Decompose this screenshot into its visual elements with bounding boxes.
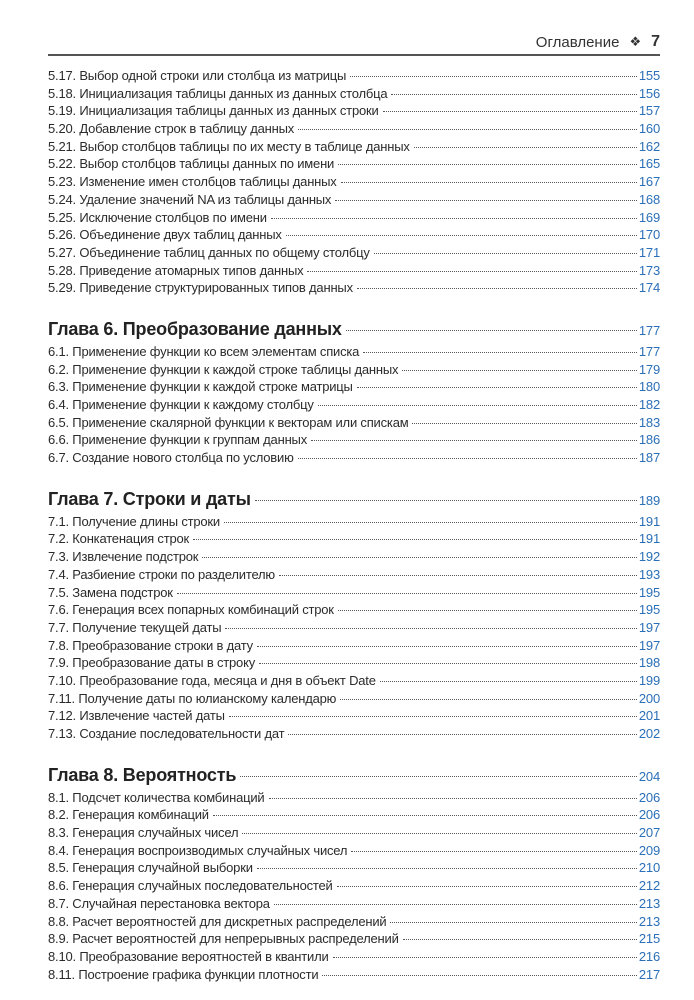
toc-entry[interactable]: [48, 637, 660, 655]
dot-leader: [229, 716, 637, 717]
toc-entry-page[interactable]: 212: [638, 878, 660, 894]
toc-entry-page[interactable]: 160: [638, 121, 660, 137]
toc-entry[interactable]: [48, 414, 660, 432]
toc-entry-page[interactable]: 155: [638, 68, 660, 83]
dot-leader: [177, 593, 637, 594]
dot-leader: [390, 922, 636, 923]
toc-entry-title: 8.6. Генерация случайных последовательностей: [48, 878, 333, 894]
toc-entry-title: 6.4. Применение функции к каждому столбцу: [48, 397, 314, 412]
toc-entry-title: 5.20. Добавление строк в таблицу данных: [48, 121, 295, 137]
dot-leader: [414, 147, 637, 148]
dot-leader: [338, 610, 637, 611]
table-of-contents: [48, 67, 660, 983]
toc-entry-page[interactable]: 206: [638, 807, 660, 823]
chapter-heading-page[interactable]: 189: [638, 492, 660, 508]
toc-entry-page[interactable]: 177: [638, 343, 660, 359]
toc-entry[interactable]: [48, 138, 660, 156]
toc-entry-page[interactable]: 170: [638, 227, 660, 243]
toc-entry-title: 8.11. Построение графика функции плотности: [48, 966, 319, 982]
toc-entry-title: 8.4. Генерация воспроизводимых случайных чисел: [48, 842, 348, 858]
toc-entry-title: 5.19. Инициализация таблицы данных из данных строки: [48, 103, 379, 119]
dot-leader: [307, 271, 637, 272]
toc-entry-title: 7.7. Получение текущей даты: [48, 619, 222, 635]
toc-entry-title: 7.9. Преобразование даты в строку: [48, 655, 256, 671]
dot-leader: [403, 939, 637, 940]
toc-entry-title: 8.10. Преобразование вероятностей в квантили: [48, 948, 329, 964]
toc-entry[interactable]: [48, 191, 660, 209]
toc-entry-title: 8.5. Генерация случайной выборки: [48, 860, 253, 876]
dot-leader: [269, 798, 637, 799]
toc-entry-page[interactable]: 157: [638, 103, 660, 119]
chapter-heading[interactable]: [48, 763, 660, 787]
toc-entry-page[interactable]: 197: [638, 619, 660, 635]
toc-entry[interactable]: [48, 67, 660, 85]
toc-entry-page[interactable]: 210: [638, 860, 660, 876]
toc-entry-page[interactable]: 215: [638, 931, 660, 947]
dot-leader: [383, 111, 637, 112]
dot-leader: [374, 253, 637, 254]
toc-entry-title: 7.1. Получение длины строки: [48, 513, 220, 529]
toc-entry-title: 7.8. Преобразование строки в дату: [48, 637, 253, 653]
dot-leader: [225, 628, 636, 629]
toc-entry-page[interactable]: 167: [638, 174, 660, 190]
dot-leader: [271, 218, 637, 219]
dot-leader: [274, 904, 637, 905]
toc-entry-page[interactable]: 165: [638, 156, 660, 172]
toc-entry-page[interactable]: 195: [638, 602, 660, 618]
toc-entry-title: 5.29. Приведение структурированных типов данных: [48, 280, 353, 296]
chapter-heading-title: Глава 7. Строки и даты: [48, 488, 251, 509]
toc-entry-page[interactable]: 202: [638, 726, 660, 741]
dot-leader: [322, 975, 636, 976]
dot-leader: [288, 734, 637, 735]
toc-entry[interactable]: [48, 707, 660, 725]
toc-entry-title: 6.2. Применение функции к каждой строке таблицы данных: [48, 361, 399, 377]
toc-entry[interactable]: [48, 672, 660, 690]
toc-entry[interactable]: [48, 789, 660, 807]
dot-leader: [193, 539, 637, 540]
toc-entry-title: 6.5. Применение скалярной функции к векторам или спискам: [48, 414, 409, 430]
toc-entry-title: 7.2. Конкатенация строк: [48, 531, 190, 547]
toc-entry-title: 5.25. Исключение столбцов по имени: [48, 209, 267, 225]
toc-entry[interactable]: [48, 378, 660, 396]
toc-entry-page[interactable]: 182: [638, 397, 660, 412]
chapter-heading-title: Глава 8. Вероятность: [48, 764, 237, 785]
dot-leader: [351, 851, 637, 852]
toc-entry-title: 8.3. Генерация случайных чисел: [48, 825, 239, 841]
toc-entry[interactable]: [48, 343, 660, 361]
dot-leader: [311, 440, 637, 441]
toc-entry[interactable]: [48, 806, 660, 824]
toc-entry[interactable]: [48, 513, 660, 531]
toc-entry-title: 7.6. Генерация всех попарных комбинаций строк: [48, 602, 334, 618]
chapter-heading[interactable]: [48, 317, 660, 341]
dot-leader: [412, 423, 636, 424]
toc-entry[interactable]: [48, 262, 660, 280]
dot-leader: [357, 387, 637, 388]
toc-entry[interactable]: [48, 244, 660, 262]
dot-leader: [335, 200, 637, 201]
dot-leader: [242, 833, 637, 834]
toc-entry-page[interactable]: 191: [638, 513, 660, 529]
toc-entry[interactable]: [48, 725, 660, 743]
toc-entry-title: 8.7. Случайная перестановка вектора: [48, 895, 270, 911]
toc-entry-page[interactable]: 198: [638, 655, 660, 671]
dot-leader: [259, 663, 637, 664]
dot-leader: [380, 681, 637, 682]
toc-entry-page[interactable]: 195: [638, 584, 660, 600]
dot-leader: [224, 522, 637, 523]
chapter-heading-page[interactable]: 177: [638, 322, 660, 338]
toc-entry-title: 5.21. Выбор столбцов таблицы по их месту в таблице данных: [48, 138, 410, 154]
toc-entry-title: 5.24. Удаление значений NA из таблицы данных: [48, 191, 332, 207]
toc-entry-page[interactable]: 216: [638, 948, 660, 964]
toc-entry-page[interactable]: 201: [638, 708, 660, 724]
dot-leader: [346, 330, 637, 331]
toc-entry-title: 8.2. Генерация комбинаций: [48, 807, 209, 823]
toc-entry[interactable]: [48, 120, 660, 138]
toc-entry-page[interactable]: 162: [638, 138, 660, 154]
toc-entry-title: 7.12. Извлечение частей даты: [48, 708, 225, 724]
toc-entry-title: 6.1. Применение функции ко всем элементам списка: [48, 343, 360, 359]
toc-entry-title: 7.4. Разбиение строки по разделителю: [48, 566, 275, 582]
toc-entry-page[interactable]: 193: [638, 566, 660, 582]
toc-entry[interactable]: [48, 226, 660, 244]
toc-entry[interactable]: [48, 948, 660, 966]
dot-leader: [255, 500, 637, 501]
toc-entry-title: 6.3. Применение функции к каждой строке матрицы: [48, 379, 353, 395]
toc-entry[interactable]: [48, 601, 660, 619]
toc-entry[interactable]: [48, 449, 660, 467]
dot-leader: [318, 405, 637, 406]
toc-entry-title: 7.10. Преобразование года, месяца и дня в объект Date: [48, 672, 376, 688]
toc-entry[interactable]: [48, 842, 660, 860]
dot-leader: [391, 94, 636, 95]
toc-entry-page[interactable]: 199: [638, 672, 660, 688]
dot-leader: [298, 129, 637, 130]
toc-entry-page[interactable]: 187: [638, 450, 660, 466]
toc-entry-page[interactable]: 179: [638, 361, 660, 377]
toc-entry[interactable]: [48, 361, 660, 379]
toc-entry-title: 8.8. Расчет вероятностей для дискретных распределений: [48, 913, 387, 929]
running-header: [48, 30, 660, 56]
dot-leader: [363, 352, 637, 353]
toc-entry-title: 7.5. Замена подстрок: [48, 584, 173, 600]
toc-entry-page[interactable]: 217: [638, 966, 660, 982]
toc-entry-page[interactable]: 200: [638, 690, 660, 706]
toc-entry-page[interactable]: 171: [638, 244, 660, 260]
toc-entry[interactable]: [48, 279, 660, 297]
chapter-heading-title: Глава 6. Преобразование данных: [48, 318, 342, 339]
toc-entry[interactable]: [48, 173, 660, 191]
toc-entry[interactable]: [48, 966, 660, 984]
dot-leader: [202, 557, 637, 558]
ornament-icon: ❖: [629, 34, 642, 49]
dot-leader: [213, 815, 637, 816]
dot-leader: [341, 182, 637, 183]
dot-leader: [333, 957, 637, 958]
toc-entry[interactable]: [48, 584, 660, 602]
dot-leader: [350, 76, 637, 77]
toc-entry-title: 6.7. Создание нового столбца по условию: [48, 450, 294, 466]
dot-leader: [340, 699, 637, 700]
toc-entry[interactable]: [48, 431, 660, 449]
dot-leader: [337, 886, 637, 887]
toc-entry-title: 7.11. Получение даты по юлианскому календарю: [48, 690, 337, 706]
toc-entry[interactable]: [48, 209, 660, 227]
dot-leader: [286, 235, 637, 236]
toc-entry-page[interactable]: 209: [638, 842, 660, 858]
toc-entry-title: 5.23. Изменение имен столбцов таблицы данных: [48, 174, 337, 190]
toc-entry-page[interactable]: 173: [638, 262, 660, 278]
toc-entry-title: 7.13. Создание последовательности дат: [48, 726, 285, 741]
toc-entry[interactable]: [48, 690, 660, 708]
dot-leader: [338, 164, 637, 165]
toc-entry-page[interactable]: 168: [638, 191, 660, 207]
toc-entry[interactable]: [48, 654, 660, 672]
toc-entry-title: 8.1. Подсчет количества комбинаций: [48, 789, 265, 805]
toc-entry[interactable]: [48, 824, 660, 842]
toc-entry-title: 5.27. Объединение таблиц данных по общему столбцу: [48, 244, 370, 260]
toc-entry-title: 6.6. Применение функции к группам данных: [48, 432, 307, 448]
toc-entry-page[interactable]: 180: [638, 379, 660, 395]
dot-leader: [279, 575, 637, 576]
toc-entry[interactable]: [48, 155, 660, 173]
toc-entry[interactable]: [48, 85, 660, 103]
toc-entry-page[interactable]: 213: [638, 913, 660, 929]
toc-entry-page[interactable]: 183: [638, 414, 660, 430]
header-title: Оглавление: [535, 33, 620, 51]
toc-entry-page[interactable]: 206: [638, 789, 660, 805]
toc-entry-title: 5.17. Выбор одной строки или столбца из матрицы: [48, 68, 347, 83]
toc-entry-title: 7.3. Извлечение подстрок: [48, 549, 199, 565]
toc-entry[interactable]: [48, 877, 660, 895]
dot-leader: [257, 868, 637, 869]
toc-entry-page[interactable]: 174: [638, 280, 660, 296]
chapter-heading[interactable]: [48, 487, 660, 511]
toc-entry[interactable]: [48, 913, 660, 931]
toc-entry[interactable]: [48, 102, 660, 120]
dot-leader: [357, 288, 637, 289]
toc-entry-title: 8.9. Расчет вероятностей для непрерывных распределений: [48, 931, 399, 947]
toc-entry-page[interactable]: 207: [638, 825, 660, 841]
toc-entry-title: 5.22. Выбор столбцов таблицы данных по имени: [48, 156, 335, 172]
dot-leader: [240, 776, 637, 777]
toc-entry[interactable]: [48, 619, 660, 637]
toc-entry-page[interactable]: 169: [638, 209, 660, 225]
toc-entry-page[interactable]: 197: [638, 637, 660, 653]
page-number: 7: [651, 33, 660, 50]
toc-entry[interactable]: [48, 930, 660, 948]
toc-entry[interactable]: [48, 566, 660, 584]
toc-entry-title: 5.26. Объединение двух таблиц данных: [48, 227, 282, 243]
chapter-heading-page[interactable]: 204: [638, 768, 660, 784]
toc-entry[interactable]: [48, 396, 660, 414]
dot-leader: [298, 458, 637, 459]
toc-entry-page[interactable]: 213: [638, 895, 660, 911]
toc-entry[interactable]: [48, 859, 660, 877]
toc-entry-title: 5.28. Приведение атомарных типов данных: [48, 262, 304, 278]
toc-entry-page[interactable]: 186: [638, 432, 660, 448]
toc-entry-page[interactable]: 156: [638, 85, 660, 101]
dot-leader: [402, 370, 637, 371]
toc-entry-page[interactable]: 191: [638, 531, 660, 547]
dot-leader: [257, 646, 637, 647]
toc-entry-title: 5.18. Инициализация таблицы данных из данных столбца: [48, 85, 388, 101]
toc-entry[interactable]: [48, 548, 660, 566]
toc-entry-page[interactable]: 192: [638, 549, 660, 565]
toc-entry[interactable]: [48, 530, 660, 548]
toc-entry[interactable]: [48, 895, 660, 913]
